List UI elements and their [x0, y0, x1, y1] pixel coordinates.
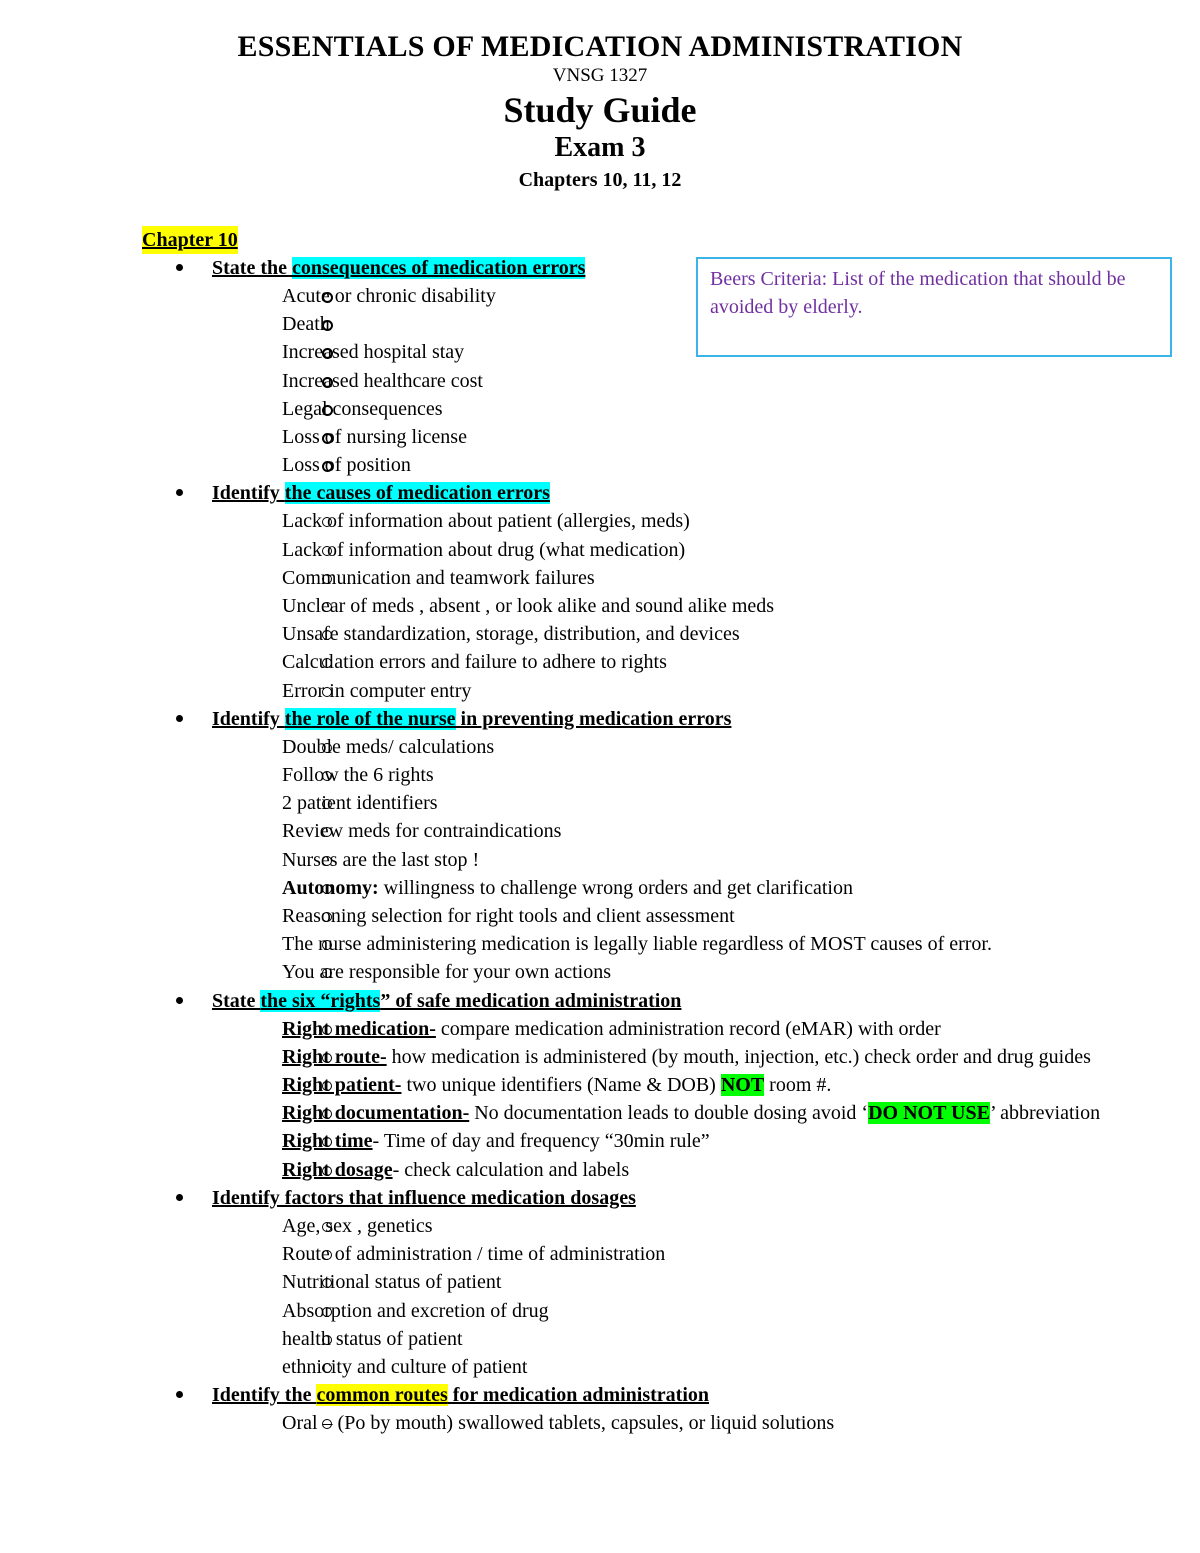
- list-item: Oral – (Po by mouth) swallowed tablets, capsules, or liquid solutions: [282, 1412, 835, 1435]
- right-dosage: Right dosage- check calculation and labels: [282, 1158, 630, 1181]
- circle-bullet-icon: [322, 771, 332, 781]
- list-item: ethnicity and culture of patient: [282, 1355, 528, 1378]
- circle-bullet-icon: [322, 1025, 332, 1035]
- circle-bullet-icon: [322, 292, 333, 303]
- list-item: Double meds/ calculations: [282, 735, 495, 758]
- list-item: Lack of information about patient (allergies, meds): [282, 510, 690, 533]
- list-item: Absorption and excretion of drug: [282, 1299, 549, 1322]
- sub-list: [212, 507, 1142, 704]
- list-item: The nurse administering medication is legally liable regardless of MOST causes of error.: [282, 933, 992, 956]
- circle-bullet-icon: [322, 884, 332, 894]
- list-item: Lack of information about drug (what medication): [282, 538, 686, 561]
- list-item: Unclear of meds , absent , or look alike and sound alike meds: [282, 595, 775, 618]
- circle-bullet-icon: [322, 856, 332, 866]
- circle-bullet-icon: [322, 433, 333, 444]
- list-item: Follow the 6 rights: [282, 764, 434, 787]
- bullet-icon: [176, 264, 183, 271]
- right-time: Right time- Time of day and frequency “30min rule”: [282, 1130, 710, 1153]
- list-item: Increased healthcare cost: [282, 369, 483, 392]
- circle-bullet-icon: [322, 1222, 332, 1232]
- circle-bullet-icon: [322, 1307, 332, 1317]
- list-item: Age, sex , genetics: [282, 1214, 433, 1237]
- circle-bullet-icon: [322, 546, 332, 556]
- circle-bullet-icon: [322, 743, 332, 753]
- list-item: Death: [212, 310, 1142, 338]
- section-heading: Identify the common routes for medication administration: [212, 1384, 710, 1407]
- section-list: [142, 254, 1142, 1437]
- circle-bullet-icon: [322, 1363, 332, 1373]
- section-consequences: [142, 254, 1142, 479]
- chapters-label: Chapters 10, 11, 12: [518, 169, 682, 191]
- circle-bullet-icon: [322, 405, 333, 416]
- section-heading: Identify the causes of medication errors: [212, 482, 550, 505]
- chapter-label: Chapter 10: [142, 226, 238, 254]
- exam-label: Exam 3: [554, 132, 646, 163]
- sub-list: [212, 1409, 1142, 1437]
- section-nurse-role: [142, 705, 1142, 987]
- list-item: Increased hospital stay: [282, 341, 465, 364]
- sub-list: [212, 733, 1142, 987]
- list-item: Communication and teamwork failures: [282, 566, 595, 589]
- bullet-icon: [176, 715, 183, 722]
- list-item: Nurses are the last stop !: [282, 848, 480, 871]
- bullet-icon: [176, 997, 183, 1004]
- sub-list: [212, 282, 1142, 479]
- course-title: ESSENTIALS OF MEDICATION ADMINISTRATION: [237, 30, 963, 63]
- section-heading: State the six “rights” of safe medication administration: [212, 989, 682, 1012]
- sub-list: [212, 1015, 1142, 1184]
- list-item: Unsafe standardization, storage, distribution, and devices: [282, 623, 740, 646]
- list-item: health status of patient: [282, 1327, 463, 1350]
- list-item: Error in computer entry: [282, 679, 472, 702]
- sub-list: [212, 1212, 1142, 1381]
- circle-bullet-icon: [322, 574, 332, 584]
- list-item: Loss of nursing license: [282, 426, 467, 449]
- list-item: 2 patient identifiers: [282, 792, 438, 815]
- list-item: Loss of position: [282, 454, 411, 477]
- right-medication: Right medication- compare medication administration record (eMAR) with order: [282, 1017, 941, 1040]
- bullet-icon: [176, 1194, 183, 1201]
- section-heading: Identify factors that influence medication dosages: [212, 1186, 636, 1209]
- circle-bullet-icon: [322, 602, 332, 612]
- page-title: Study Guide: [503, 90, 697, 130]
- section-routes: [142, 1381, 1142, 1437]
- course-code: VNSG 1327: [552, 65, 648, 86]
- circle-bullet-icon: [322, 1053, 332, 1063]
- list-item: Review meds for contraindications: [282, 820, 562, 843]
- list-item: Route of administration / time of administration: [282, 1243, 666, 1266]
- section-dosage-factors: [142, 1184, 1142, 1381]
- list-item-autonomy: Autonomy: willingness to challenge wrong orders and get clarification: [282, 876, 853, 899]
- list-item: Acute or chronic disability: [282, 285, 496, 307]
- circle-bullet-icon: [322, 687, 332, 697]
- section-heading: Identify the role of the nurse in preventing medication errors: [212, 707, 732, 730]
- list-item: Reasoning selection for right tools and client assessment: [282, 905, 735, 928]
- list-item: Legal consequences: [282, 397, 443, 420]
- study-guide-content: [142, 226, 1142, 1437]
- circle-bullet-icon: [322, 1335, 332, 1345]
- list-item: Calculation errors and failure to adhere to rights: [282, 651, 667, 674]
- right-patient: Right patient- two unique identifiers (Name & DOB) NOT room #.: [282, 1074, 832, 1097]
- list-item: You are responsible for your own actions: [282, 961, 612, 984]
- list-item: Nutritional status of patient: [282, 1271, 502, 1294]
- document-header: [0, 30, 1200, 194]
- beers-criteria-callout: Beers Criteria: List of the medication that should be avoided by elderly.: [696, 257, 1172, 357]
- bullet-icon: [176, 489, 183, 496]
- circle-bullet-icon: [322, 912, 332, 922]
- right-route: Right route- how medication is administered (by mouth, injection, etc.) check order and drug guides: [282, 1045, 1091, 1068]
- section-causes: [142, 479, 1142, 704]
- right-documentation: Right documentation- No documentation leads to double dosing avoid ‘DO NOT USE’ abbreviation: [282, 1102, 1101, 1125]
- section-six-rights: [142, 987, 1142, 1184]
- circle-bullet-icon: [322, 1166, 332, 1176]
- circle-bullet-icon: [322, 377, 333, 388]
- bullet-icon: [176, 1391, 183, 1398]
- section-heading: State the consequences of medication errors: [212, 257, 586, 279]
